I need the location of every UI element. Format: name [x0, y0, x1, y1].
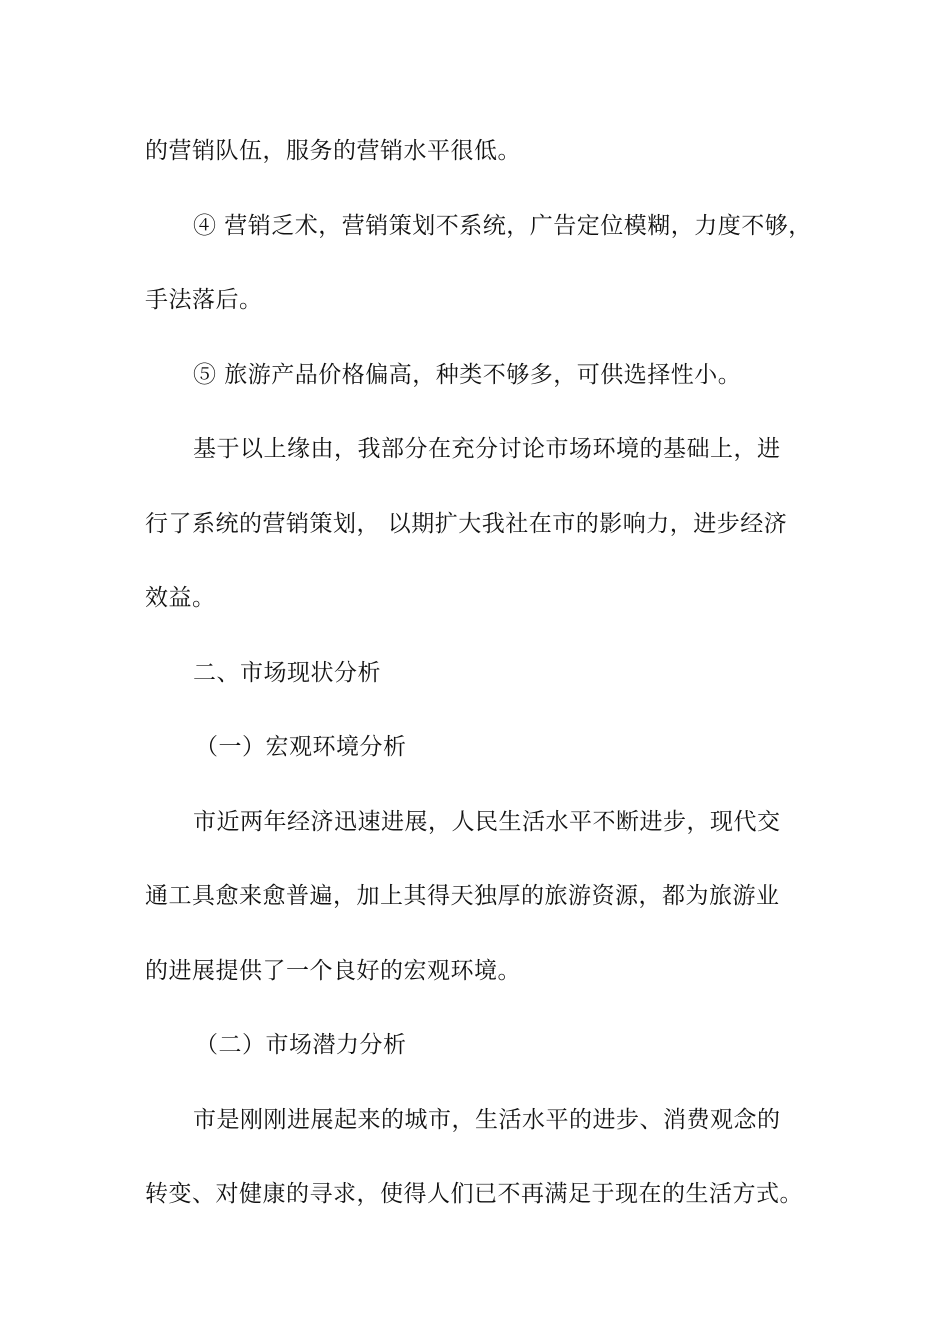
section-heading: 二、市场现状分析 [193, 660, 381, 686]
paragraph-line: 的营销队伍，服务的营销水平很低。 [145, 138, 521, 164]
paragraph-line: 行了系统的营销策划， 以期扩大我社在市的影响力，进步经济 [145, 511, 788, 537]
paragraph-line: 效益。 [145, 585, 216, 611]
subsection-heading: （二）市场潜力分析 [195, 1032, 407, 1058]
paragraph-line: 通工具愈来愈普遍，加上其得天独厚的旅游资源，都为旅游业 [145, 883, 780, 909]
paragraph-line: 转变、对健康的寻求，使得人们已不再满足于现在的生活方式。 [145, 1181, 803, 1207]
list-item-5: ⑤ 旅游产品价格偏高，种类不够多，可供选择性小。 [193, 362, 742, 388]
paragraph-line: 市近两年经济迅速进展，人民生活水平不断进步，现代交 [193, 809, 781, 835]
paragraph-line: 市是刚刚进展起来的城市，生活水平的进步、消费观念的 [193, 1107, 781, 1133]
paragraph-line: 的进展提供了一个良好的宏观环境。 [145, 958, 521, 984]
paragraph-line: 手法落后。 [145, 287, 263, 313]
subsection-heading: （一）宏观环境分析 [195, 734, 407, 760]
list-item-4: ④ 营销乏术，营销策划不系统，广告定位模糊，力度不够， [193, 213, 812, 239]
paragraph-line: 基于以上缘由，我部分在充分讨论市场环境的基础上，进 [193, 436, 781, 462]
